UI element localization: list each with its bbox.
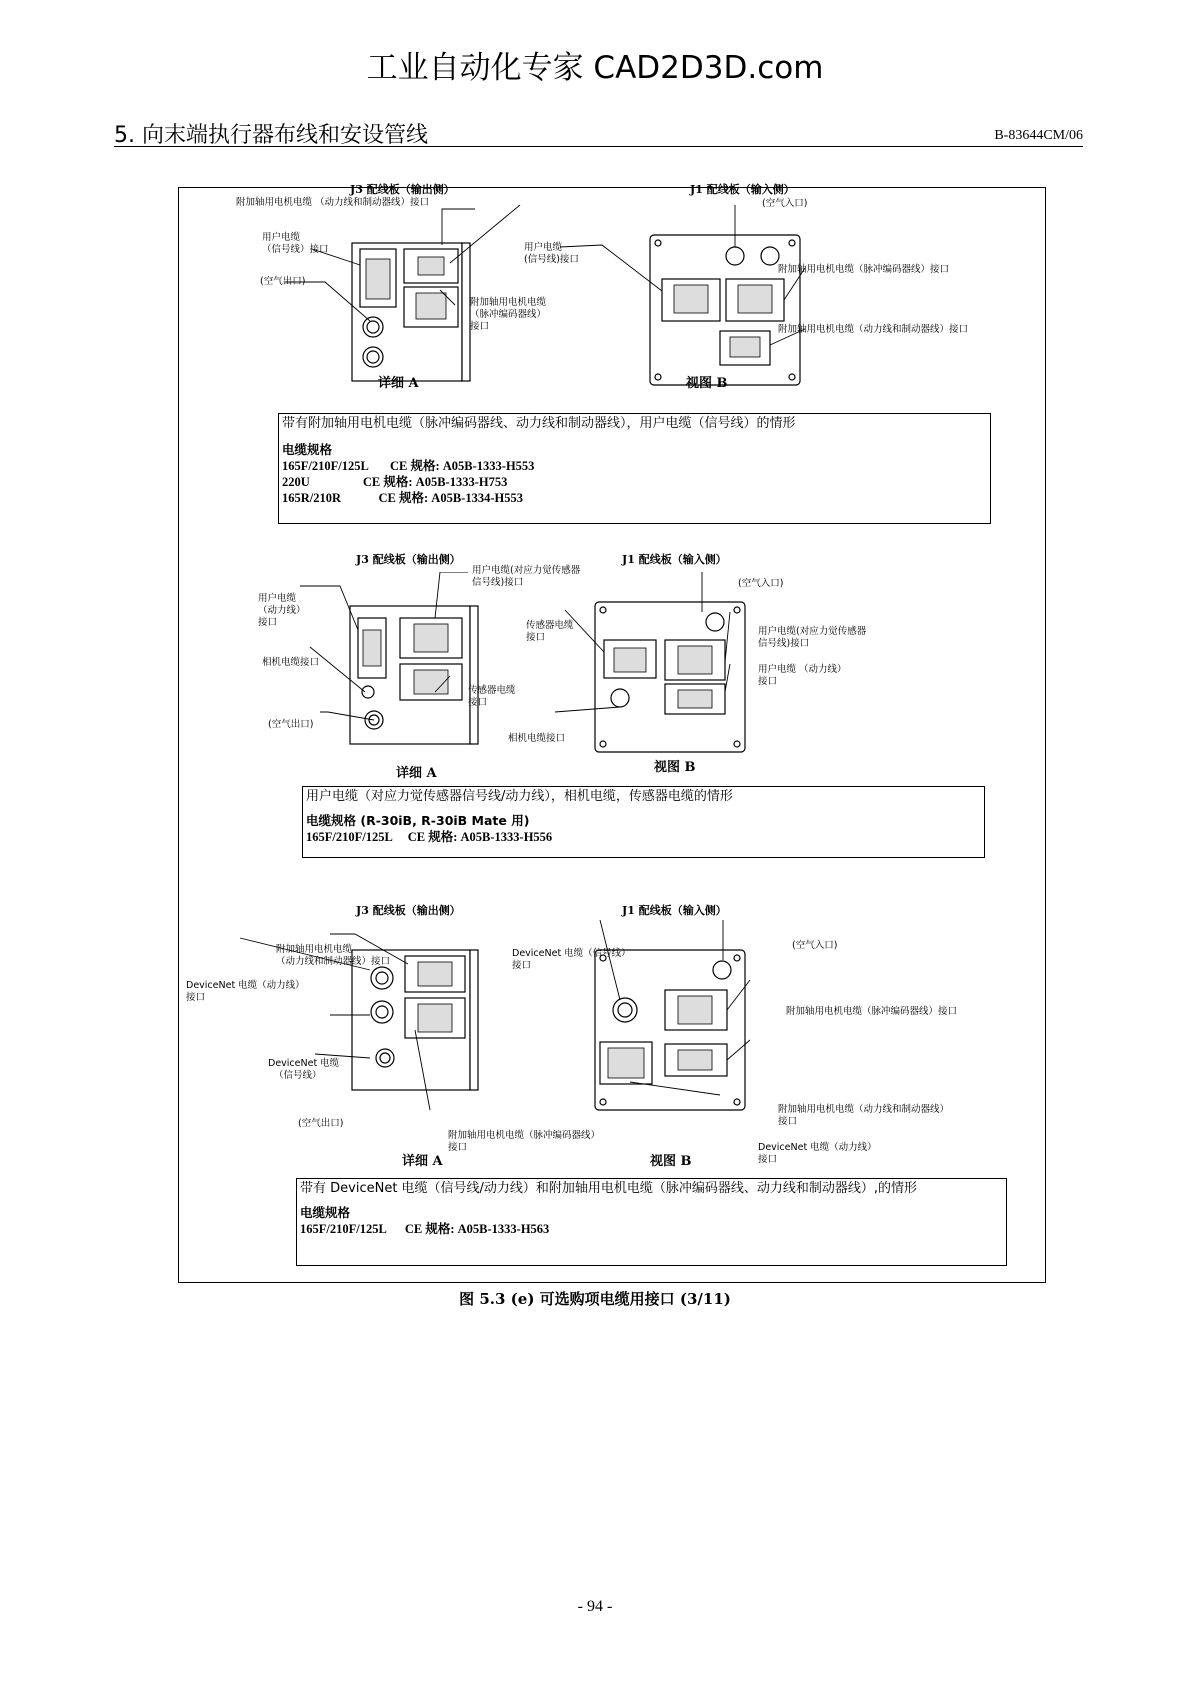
p3-detail-a: 详细 A	[402, 1154, 443, 1169]
watermark: 工业自动化专家 CAD2D3D.com	[366, 50, 824, 86]
p1-view-b: 视图 B	[686, 376, 728, 391]
p2-detail-a: 详细 A	[396, 766, 437, 781]
p3-rlabel-2: 接口	[512, 960, 532, 971]
p2-label-9: (空气出口)	[268, 719, 314, 730]
p1-detail-a: 详细 A	[378, 376, 419, 391]
p2-label-4: （动力线）	[258, 605, 306, 616]
panel1-j3-title: J3 配线板（输出侧）	[350, 183, 455, 196]
p2-label-1: 用户电缆(对应力觉传感器	[472, 565, 581, 576]
p3-rlabel-8: 接口	[758, 1154, 778, 1165]
p3-label-7: (空气出口)	[298, 1118, 344, 1129]
p2-label-8: 接口	[468, 697, 488, 708]
p2-label-3: 用户电缆	[258, 593, 297, 604]
p1-label-1: 附加轴用电机电缆 （动力线和制动器线）接口	[236, 197, 430, 208]
p2-rlabel-8: 相机电缆接口	[508, 733, 566, 744]
p2-rlabel-7: 接口	[758, 676, 778, 687]
p1-spec-row-2: 220U CE 规格: A05B-1333-H753	[282, 475, 508, 489]
p1-spec-row-3: 165R/210R CE 规格: A05B-1334-H553	[282, 491, 523, 505]
p3-rlabel-5: 附加轴用电机电缆（动力线和制动器线）	[778, 1104, 950, 1115]
p1-label-7: 接口	[470, 321, 490, 332]
p2-rlabel-2: 传感器电缆	[526, 620, 574, 631]
panel3-j3-title: J3 配线板（输出侧）	[356, 904, 461, 917]
p2-spec-box	[302, 786, 985, 858]
p1-label-4: (空气出口)	[260, 276, 306, 287]
p1-label-3: （信号线）接口	[262, 244, 329, 255]
p1-spec-row-1: 165F/210F/125L CE 规格: A05B-1333-H553	[282, 459, 535, 473]
p2-spec-title: 用户电缆（对应力觉传感器信号线/动力线），相机电缆，传感器电缆的情形	[306, 789, 733, 804]
p1-rlabel-5: 附加轴用电机电缆（动力线和制动器线）接口	[778, 324, 969, 335]
p2-rlabel-4: 用户电缆(对应力觉传感器	[758, 626, 867, 637]
p3-view-b: 视图 B	[650, 1154, 692, 1169]
p2-spec-row-1: 165F/210F/125L CE 规格: A05B-1333-H556	[306, 830, 553, 844]
p2-rlabel-5: 信号线)接口	[758, 638, 810, 649]
p3-spec-box	[296, 1178, 1007, 1266]
p1-rlabel-3: (信号线)接口	[524, 254, 579, 265]
p3-rlabel-1: DeviceNet 电缆（信号线）	[512, 948, 631, 959]
p3-label-4: 接口	[186, 992, 206, 1003]
p3-label-9: 接口	[448, 1142, 468, 1153]
panel2-j1-title: J1 配线板（输入侧）	[622, 553, 727, 566]
p1-rlabel-1: (空气入口)	[762, 198, 808, 209]
p2-label-5: 接口	[258, 617, 278, 628]
p3-rlabel-7: DeviceNet 电缆（动力线）	[758, 1142, 877, 1153]
p2-view-b: 视图 B	[654, 760, 696, 775]
p2-rlabel-6: 用户电缆 （动力线）	[758, 664, 847, 675]
figure-caption: 图 5.3 (e) 可选购项电缆用接口 (3/11)	[459, 1290, 731, 1308]
document-id: B-83644CM/06	[994, 128, 1083, 143]
p3-label-8: 附加轴用电机电缆（脉冲编码器线）	[448, 1130, 601, 1141]
p1-label-5: 附加轴用电机电缆	[470, 297, 547, 308]
panel1-diagram	[230, 205, 990, 395]
p3-rlabel-4: 附加轴用电机电缆（脉冲编码器线）接口	[786, 1006, 958, 1017]
p3-label-1: 附加轴用电机电缆	[276, 944, 353, 955]
p1-label-2: 用户电缆	[262, 232, 301, 243]
p3-rlabel-3: (空气入口)	[792, 940, 838, 951]
p3-label-5: DeviceNet 电缆	[268, 1058, 340, 1069]
p1-spec-box	[278, 413, 991, 524]
p3-label-2: （动力线和制动器线）接口	[276, 956, 391, 967]
panel1-j1-title: J1 配线板（输入侧）	[690, 183, 795, 196]
p1-rlabel-2: 用户电缆	[524, 242, 563, 253]
panel2-diagram	[240, 572, 980, 762]
section-title: 5. 向末端执行器布线和安设管线	[114, 123, 428, 148]
p2-spec-heading: 电缆规格 (R-30iB, R-30iB Mate 用)	[306, 813, 530, 828]
p1-spec-heading: 电缆规格	[282, 442, 333, 457]
p1-rlabel-4: 附加轴用电机电缆（脉冲编码器线）接口	[778, 264, 950, 275]
p2-rlabel-1: (空气入口)	[738, 578, 784, 589]
p2-rlabel-3: 接口	[526, 632, 546, 643]
page-number: - 94 -	[577, 1598, 613, 1615]
panel2-j3-title: J3 配线板（输出侧）	[356, 553, 461, 566]
p3-spec-title: 带有 DeviceNet 电缆（信号线/动力线）和附加轴用电机电缆（脉冲编码器线、动力线和制动器线）,的情形	[300, 1181, 918, 1196]
panel3-j1-title: J1 配线板（输入侧）	[622, 904, 727, 917]
p1-label-6: （脉冲编码器线）	[470, 309, 547, 320]
header-rule	[114, 146, 1083, 147]
p2-label-2: 信号线)接口	[472, 577, 524, 588]
p3-spec-heading: 电缆规格	[300, 1205, 351, 1220]
p1-spec-title: 带有附加轴用电机电缆（脉冲编码器线、动力线和制动器线），用户电缆（信号线）的情形	[282, 416, 796, 431]
p3-label-6: （信号线）	[274, 1070, 322, 1081]
p3-spec-row-1: 165F/210F/125L CE 规格: A05B-1333-H563	[300, 1222, 550, 1236]
p2-label-6: 相机电缆接口	[262, 657, 320, 668]
p2-label-7: 传感器电缆	[468, 685, 516, 696]
p3-rlabel-6: 接口	[778, 1116, 798, 1127]
p3-label-3: DeviceNet 电缆（动力线）	[186, 980, 305, 991]
